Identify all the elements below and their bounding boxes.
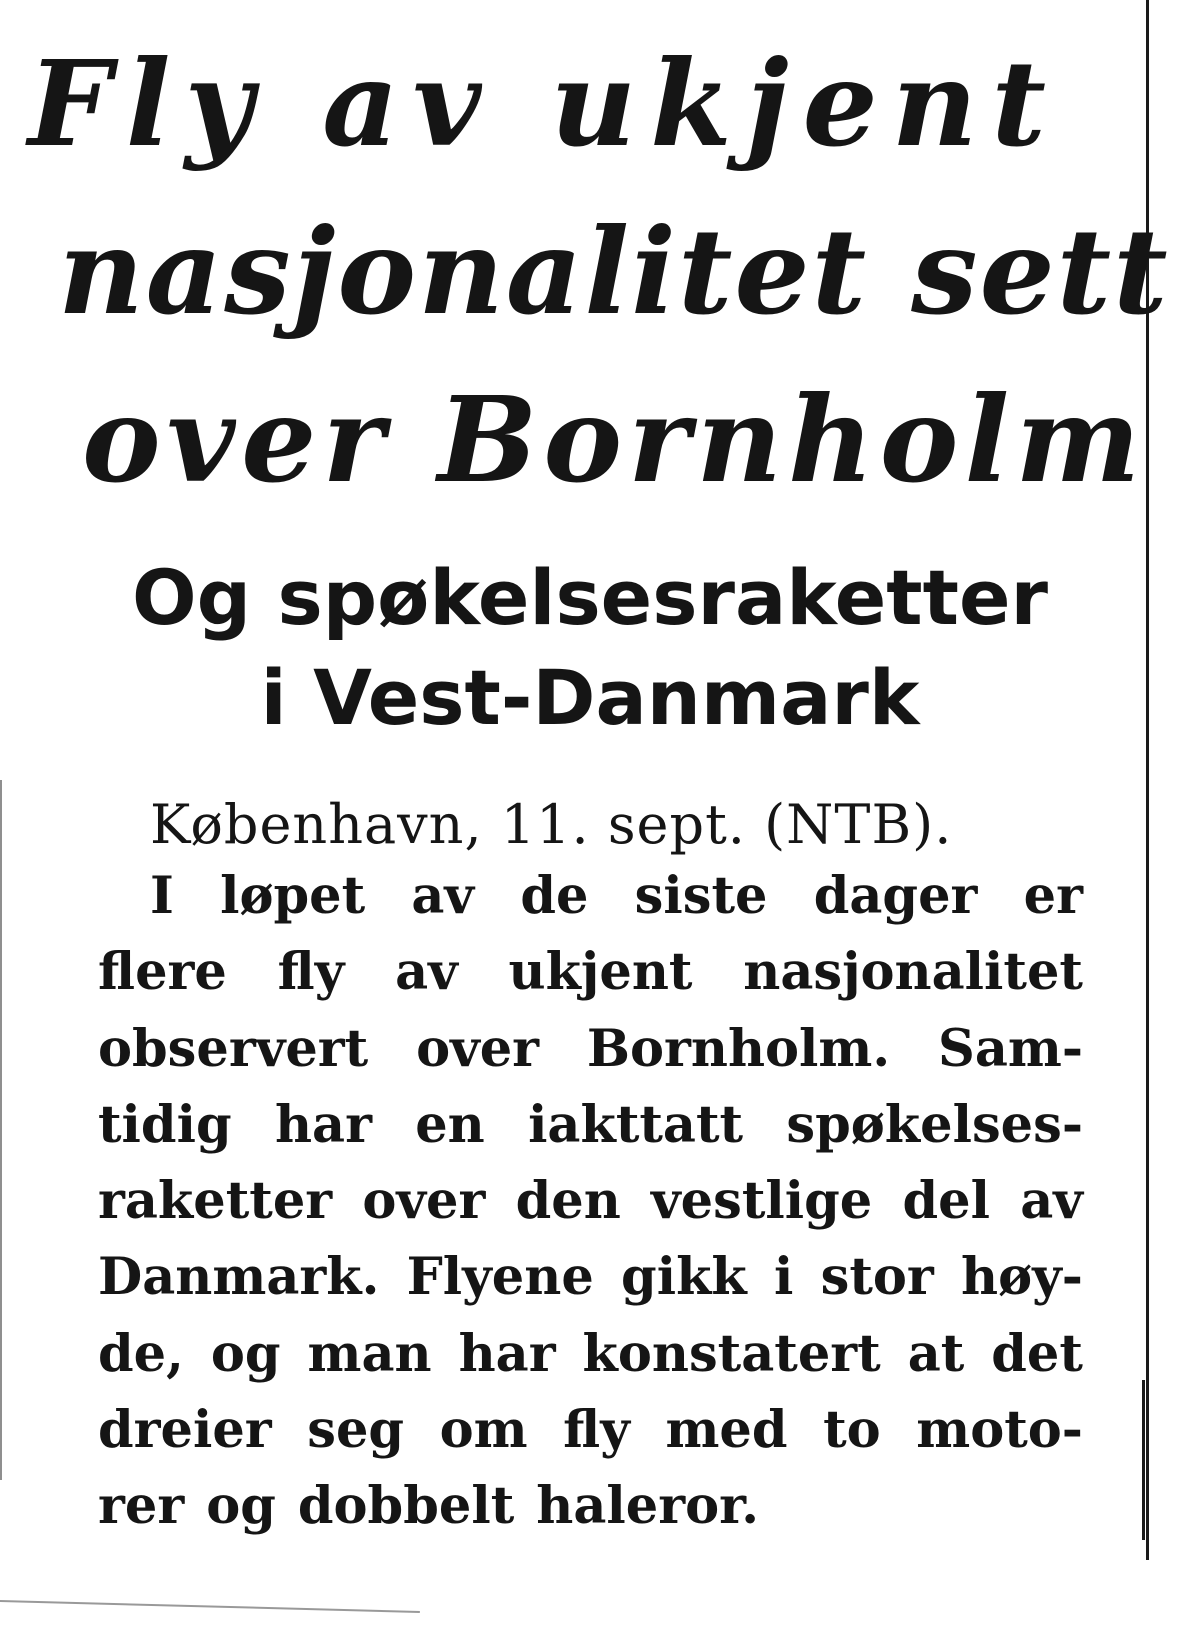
body-line xyxy=(98,1468,1083,1544)
headline-line: Fly av ukjent xyxy=(28,34,1060,173)
body-line xyxy=(98,1239,1083,1315)
body-word: fly xyxy=(277,942,345,1003)
body-word: spøkelses- xyxy=(786,1094,1083,1155)
body-word: i xyxy=(774,1247,794,1308)
dateline: København, 11. sept. (NTB). xyxy=(150,793,953,856)
body-word: seg xyxy=(307,1400,405,1461)
body-word: Sam- xyxy=(937,1018,1083,1079)
body-word: av xyxy=(395,942,458,1003)
body-line xyxy=(98,1087,1083,1163)
body-word: moto- xyxy=(916,1400,1083,1461)
body-word: dobbelt xyxy=(297,1476,515,1537)
body-word: og xyxy=(210,1323,281,1384)
subheadline-line: Og spøkelsesraketter xyxy=(132,553,1048,642)
body-word: del xyxy=(902,1171,990,1232)
body-word: raketter xyxy=(98,1171,333,1232)
scan-bottom-line xyxy=(0,1600,420,1613)
body-word: med xyxy=(665,1400,788,1461)
headline-line: nasjonalitet sett xyxy=(58,202,1170,341)
body-word: fly xyxy=(563,1400,630,1461)
article-body xyxy=(98,858,1083,1545)
body-word: en xyxy=(415,1094,485,1155)
body-word: dager xyxy=(813,866,978,926)
body-word: om xyxy=(439,1400,528,1461)
body-word: iakttatt xyxy=(528,1094,744,1155)
body-word: tidig xyxy=(98,1094,232,1155)
body-word: de xyxy=(520,866,589,926)
body-word: har xyxy=(458,1323,556,1384)
body-word: Bornholm. xyxy=(586,1018,891,1079)
body-word: Danmark. xyxy=(98,1247,380,1308)
body-word: gikk xyxy=(621,1247,747,1308)
body-word: nasjonalitet xyxy=(743,942,1083,1003)
body-word: løpet xyxy=(220,866,366,926)
body-line xyxy=(98,1316,1083,1392)
column-rule-lower xyxy=(1142,1380,1145,1540)
scan-edge-mark xyxy=(0,780,2,1480)
body-word: ukjent xyxy=(508,942,693,1003)
body-word: er xyxy=(1023,866,1083,926)
body-word: dreier xyxy=(98,1400,272,1461)
subheadline xyxy=(60,548,1120,748)
body-word: over xyxy=(416,1018,540,1079)
subheadline-line: i Vest-Danmark xyxy=(260,653,920,742)
body-line xyxy=(98,934,1083,1010)
body-word: man xyxy=(307,1323,432,1384)
body-word: stor xyxy=(820,1247,934,1308)
body-word: av xyxy=(1020,1171,1083,1232)
body-word: I xyxy=(150,866,174,926)
body-word: siste xyxy=(634,866,768,926)
body-word: Flyene xyxy=(406,1247,594,1308)
body-word: vestlige xyxy=(651,1171,873,1232)
body-line xyxy=(98,1392,1083,1468)
headline-line: over Bornholm xyxy=(82,370,1147,509)
body-word: observert xyxy=(98,1018,369,1079)
body-word: det xyxy=(991,1323,1083,1384)
body-word: at xyxy=(907,1323,965,1384)
body-word: av xyxy=(411,866,475,926)
body-word: høy- xyxy=(961,1247,1083,1308)
body-word: konstatert xyxy=(582,1323,881,1384)
body-word: de, xyxy=(98,1323,184,1384)
body-word: haleror. xyxy=(536,1476,760,1537)
body-word: to xyxy=(823,1400,881,1461)
body-word: den xyxy=(515,1171,621,1232)
body-line xyxy=(98,858,1083,934)
headline xyxy=(20,20,1170,524)
body-word: har xyxy=(274,1094,372,1155)
body-word: og xyxy=(206,1476,276,1537)
body-line xyxy=(98,1163,1083,1239)
body-word: flere xyxy=(98,942,227,1003)
body-line xyxy=(98,1011,1083,1087)
body-word: over xyxy=(362,1171,486,1232)
body-word: rer xyxy=(98,1476,185,1537)
